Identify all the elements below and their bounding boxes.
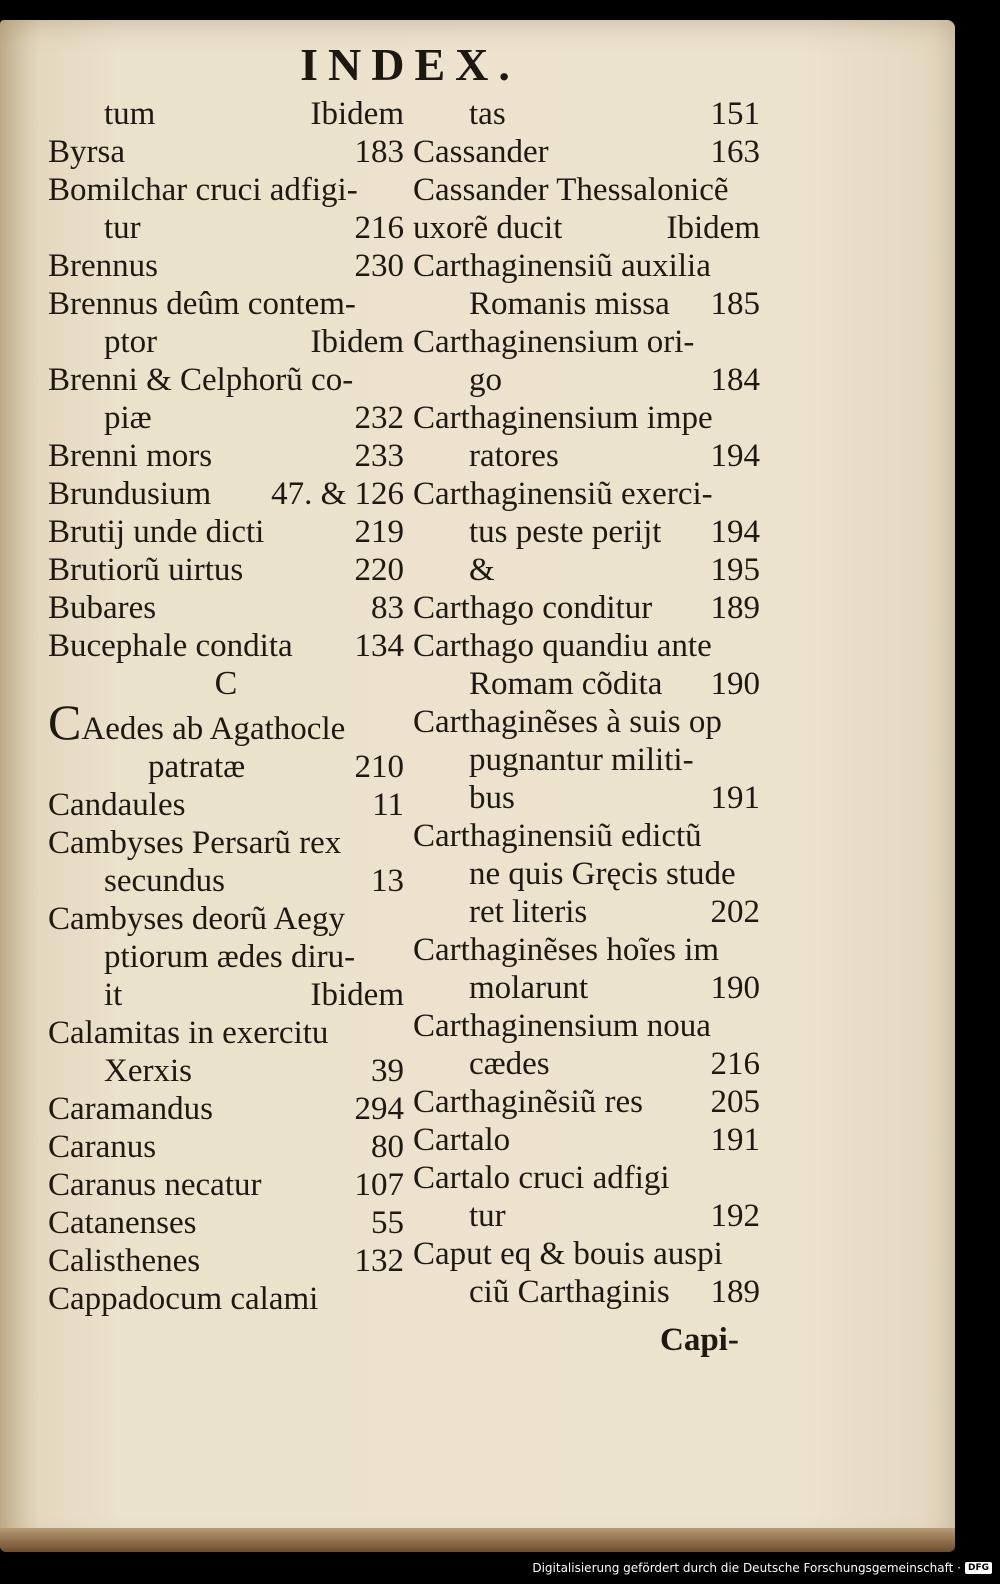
entry-term: Romam cõdita [469,666,663,702]
footer-text: Digitalisierung gefördert durch die Deutsche Forschungsgemeinschaft · [532,1561,961,1575]
index-entry [48,513,404,551]
entry-page: 233 [354,438,404,474]
entry-page: 205 [710,1084,760,1120]
entry-page: 230 [354,248,404,284]
index-entry [48,900,404,938]
entry-page: Ibidem [310,977,404,1013]
index-entry [413,133,760,171]
entry-page: 189 [710,1274,760,1310]
entry-term: Catanenses [48,1205,197,1241]
index-entry [413,475,760,513]
entry-page: 107 [354,1167,404,1203]
entry-term: Cambyses deorũ Aegy [48,901,345,937]
entry-page: 202 [710,894,760,930]
entry-term: Caramandus [48,1091,213,1127]
entry-term: tur [469,1198,506,1234]
entry-term: Brenni mors [48,438,213,474]
index-entry [48,209,404,247]
entry-term: Carthaginẽsiũ res [413,1084,644,1120]
entry-page: 134 [354,628,404,664]
section-letter: C [214,665,238,702]
entry-term: Brenni & Celphorũ co- [48,362,354,398]
index-entry [413,741,760,779]
index-entry [413,285,760,323]
entry-page: 232 [354,400,404,436]
index-entry [413,589,760,627]
index-entry [413,1007,760,1045]
index-entry [413,1045,760,1083]
index-entry [48,1014,404,1052]
page-edge [0,1528,955,1552]
dropcap-entry [48,694,404,750]
entry-page: 191 [710,1122,760,1158]
entry-page: 194 [710,514,760,550]
entry-term: Caranus [48,1129,157,1165]
entry-term: Calamitas in exercitu [48,1015,329,1051]
index-entry [48,437,404,475]
entry-term: Carthaginensiũ auxilia [413,248,711,284]
index-entry [48,361,404,399]
entry-page: 191 [710,780,760,816]
index-entry [413,1121,760,1159]
index-entry [413,95,760,133]
entry-page: 192 [710,1198,760,1234]
index-entry [48,95,404,133]
index-entry [48,399,404,437]
entry-term: Carthaginensium noua [413,1008,711,1044]
index-entry [48,475,404,513]
entry-page: 190 [710,970,760,1006]
catchword: Capi- [660,1322,739,1358]
index-entry [48,824,404,862]
entry-term: Candaules [48,787,186,823]
entry-term: Cartalo [413,1122,511,1158]
entry-page: 183 [354,134,404,170]
entry-term: ptor [104,324,158,360]
dfg-logo: DFG [965,1562,992,1574]
entry-page: 47. & 126 [271,476,404,512]
entry-page: Ibidem [666,210,760,246]
entry-term: Carthaginẽses hoĩes im [413,932,720,968]
entry-term: Bucephale condita [48,628,293,664]
entry-term: uxorẽ ducit [413,210,563,246]
entry-term: molarunt [469,970,589,1006]
entry-page: 216 [710,1046,760,1082]
entry-term: ptiorum ædes diru- [104,939,356,975]
entry-term: Carthaginensiũ exerci- [413,476,713,512]
entry-page: 184 [710,362,760,398]
entry-term: Caput eq & bouis auspi [413,1236,723,1272]
index-entry [48,1280,404,1318]
entry-term: ciũ Carthaginis [469,1274,670,1310]
left-index-column [48,95,404,1318]
index-entry [48,323,404,361]
entry-page: Ibidem [310,96,404,132]
entry-term: tas [469,96,506,132]
dropcap-letter: C [48,694,82,750]
index-entry [413,399,760,437]
index-entry [413,931,760,969]
entry-page: 80 [371,1129,404,1165]
entry-term: bus [469,780,515,816]
index-entry [413,1235,760,1273]
entry-term: tus peste perijt [469,514,662,550]
index-entry [413,551,760,589]
entry-term: Carthaginensium ori- [413,324,695,360]
index-entry [48,1204,404,1242]
index-entry [48,551,404,589]
index-entry [48,786,404,824]
entry-term: Xerxis [104,1053,192,1089]
index-entry [48,589,404,627]
entry-page: 294 [354,1091,404,1127]
entry-term: it [104,977,123,1013]
index-entry [48,171,404,209]
index-entry [48,627,404,665]
entry-term: Bubares [48,590,157,626]
index-entry [48,1090,404,1128]
index-entry [413,209,760,247]
entry-page: 151 [710,96,760,132]
index-entry [413,1083,760,1121]
entry-term: & [469,552,495,588]
entry-term: Brennus [48,248,158,284]
index-entry [413,1273,760,1311]
entry-term: Carthago conditur [413,590,653,626]
entry-page: 11 [372,787,404,823]
entry-term: cædes [469,1046,550,1082]
right-index-column [413,95,760,1311]
entry-page: 220 [354,552,404,588]
entry-term: secundus [104,863,225,899]
index-entry [413,817,760,855]
entry-term: Byrsa [48,134,125,170]
index-entry [413,513,760,551]
entry-term: Carthaginensium impe [413,400,713,436]
entry-term: ret literis [469,894,588,930]
entry-term: ratores [469,438,559,474]
entry-term: Cassander Thessalonicẽ [413,172,729,208]
index-entry [48,1242,404,1280]
entry-term: ne quis Gręcis stude [469,856,736,892]
index-entry [413,1197,760,1235]
entry-page: 189 [710,590,760,626]
index-entry [413,437,760,475]
entry-page: Ibidem [310,324,404,360]
entry-term: Brennus deûm contem- [48,286,356,322]
index-entry [413,893,760,931]
index-entry [413,171,760,209]
index-entry [413,665,760,703]
entry-page: 132 [354,1243,404,1279]
entry-term: Cassander [413,134,549,170]
entry-term: patratæ [148,749,246,785]
entry-page: 194 [710,438,760,474]
index-entry [48,976,404,1014]
entry-term: Brutij unde dicti [48,514,265,550]
entry-page: 210 [354,749,404,785]
entry-page: 83 [371,590,404,626]
index-entry [48,748,404,786]
entry-term: tur [104,210,141,246]
index-entry [48,247,404,285]
entry-term: Calisthenes [48,1243,201,1279]
entry-page: 39 [371,1053,404,1089]
entry-term: Carthaginẽses à suis op [413,704,722,740]
index-entry [413,969,760,1007]
index-entry [48,1128,404,1166]
entry-term: Caranus necatur [48,1167,262,1203]
index-entry [413,779,760,817]
entry-page: 55 [371,1205,404,1241]
index-entry [48,133,404,171]
entry-page: 163 [710,134,760,170]
index-entry [413,855,760,893]
index-entry [48,285,404,323]
index-entry [48,862,404,900]
entry-term: piæ [104,400,152,436]
index-entry [48,1052,404,1090]
entry-page: 195 [710,552,760,588]
entry-term: Brutiorũ uirtus [48,552,244,588]
index-entry [413,1159,760,1197]
dropcap-rest: Aedes ab Agathocle [81,711,346,747]
entry-term: tum [104,96,156,132]
digitization-footer [532,1558,992,1578]
index-entry [413,323,760,361]
entry-term: Cambyses Persarũ rex [48,825,342,861]
entry-term: go [469,362,502,398]
entry-term: Carthago quandiu ante [413,628,712,664]
entry-term: Cappadocum calami [48,1281,319,1317]
entry-term: Brundusium [48,476,212,512]
index-entry [413,627,760,665]
index-entry [413,361,760,399]
entry-term: Romanis missa [469,286,670,322]
entry-term: Carthaginensiũ edictũ [413,818,702,854]
page-header: INDEX. [300,39,520,90]
entry-page: 216 [354,210,404,246]
entry-page: 219 [354,514,404,550]
index-entry [413,703,760,741]
index-entry [48,938,404,976]
entry-term: Cartalo cruci adfigi [413,1160,670,1196]
entry-page: 185 [710,286,760,322]
entry-term: pugnantur militi- [469,742,694,778]
entry-term: Bomilchar cruci adfigi- [48,172,358,208]
entry-page: 190 [710,666,760,702]
index-entry [48,1166,404,1204]
entry-page: 13 [371,863,404,899]
index-entry [413,247,760,285]
